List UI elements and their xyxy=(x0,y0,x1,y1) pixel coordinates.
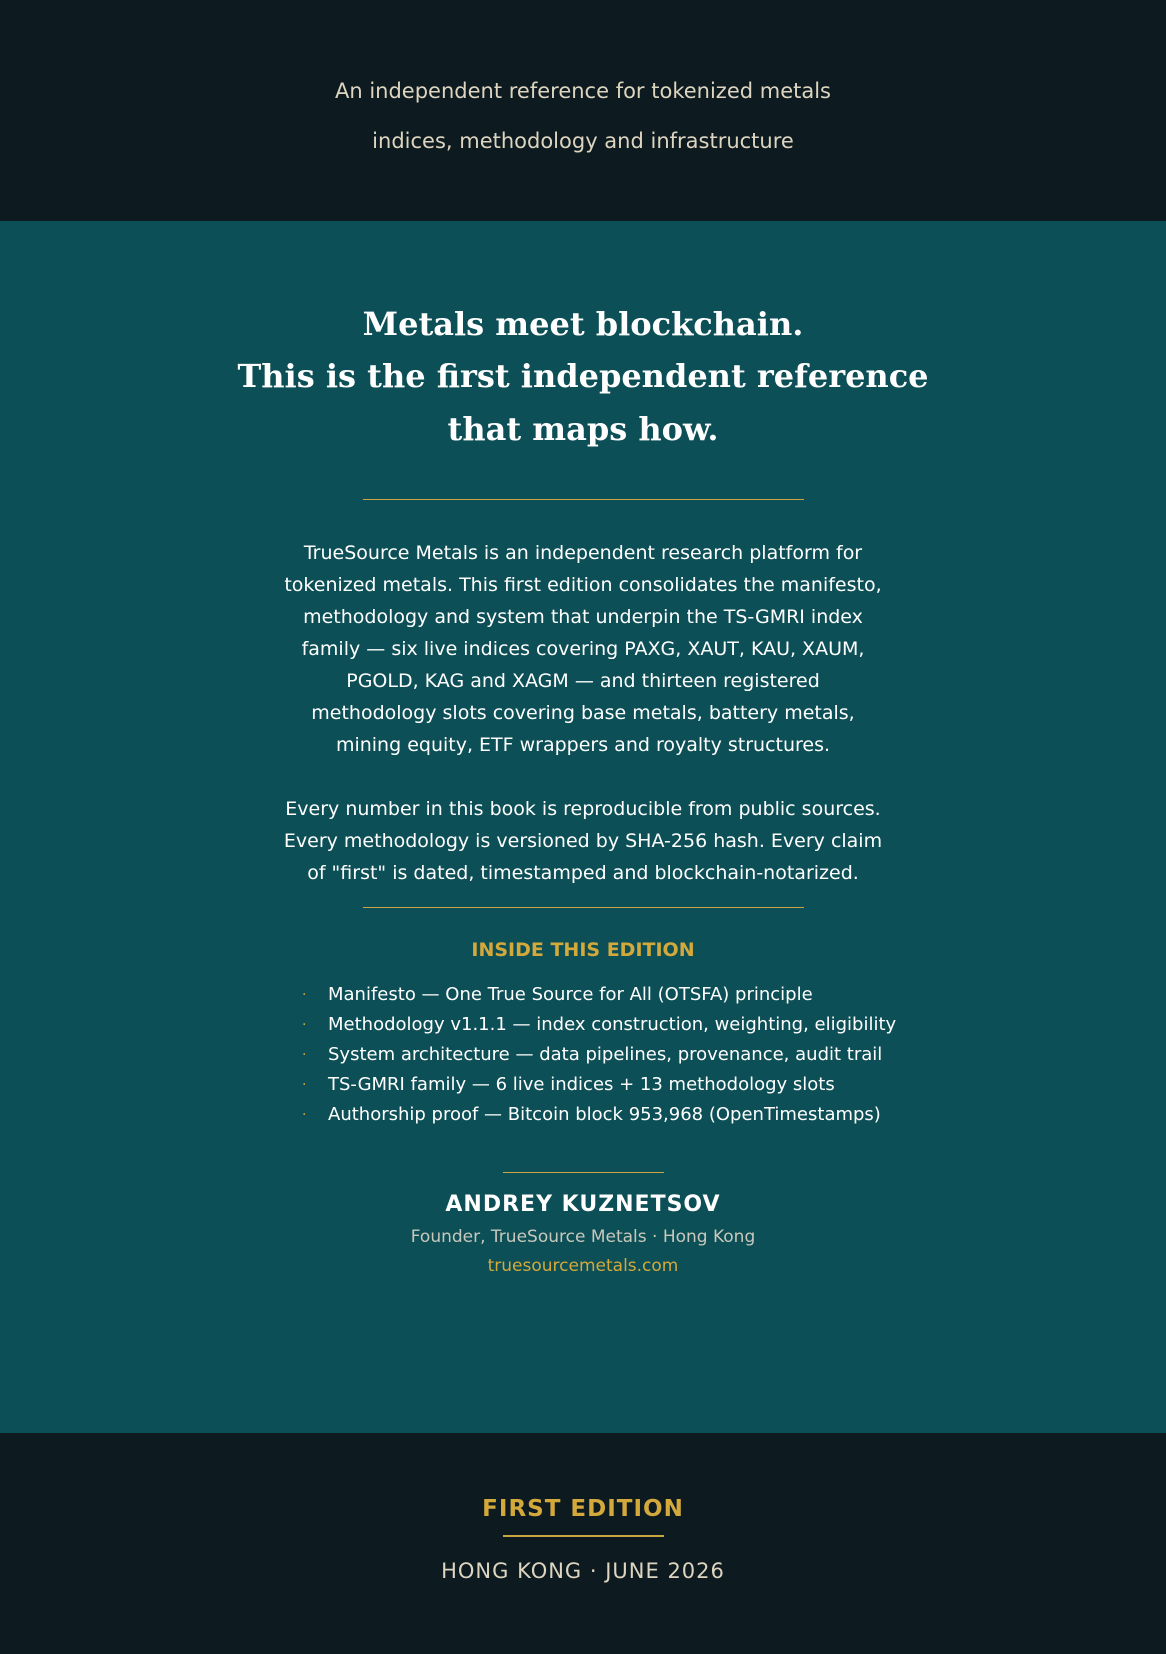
contents-item xyxy=(300,1070,920,1100)
tagline-line-1: An independent reference for tokenized metals xyxy=(334,79,832,103)
divider-rule xyxy=(363,907,804,908)
author-name: ANDREY KUZNETSOV xyxy=(445,1192,721,1217)
place-date-label: HONG KONG · JUNE 2026 xyxy=(441,1559,725,1583)
header-band xyxy=(0,0,1166,221)
bullet-dot-icon: · xyxy=(302,1017,307,1033)
tagline-line-2: indices, methodology and infrastructure xyxy=(372,129,794,153)
contents-item xyxy=(300,1040,920,1070)
contents-item-label: Methodology v1.1.1 — index construction, weighting, eligibility xyxy=(328,1014,897,1035)
contents-heading: INSIDE THIS EDITION xyxy=(471,939,695,961)
bullet-dot-icon: · xyxy=(302,1077,307,1093)
author-website-link[interactable]: truesourcemetals.com xyxy=(487,1256,679,1276)
divider-rule xyxy=(363,499,804,500)
contents-item-label: Authorship proof — Bitcoin block 953,968 (OpenTimestamps) xyxy=(328,1104,881,1125)
contents-item xyxy=(300,980,920,1010)
reproducibility-paragraph: Every number in this book is reproducible from public sources. Every methodology is versioned by SHA-256 hash. Every claim of "first" is dated, timestamped and blockchain-notarized. xyxy=(283,798,883,884)
bullet-dot-icon: · xyxy=(302,987,307,1003)
edition-label: FIRST EDITION xyxy=(482,1496,684,1522)
author-divider xyxy=(503,1172,664,1173)
contents-item xyxy=(300,1100,920,1130)
contents-list xyxy=(300,980,920,1130)
intro-paragraph: TrueSource Metals is an independent research platform for tokenized metals. This first edition consolidates the manifesto, methodology and system that underpin the TS-GMRI index family — six live indices covering PAXG, XAUT, KAU, XAUM, PGOLD, KAG and XAGM — and thirteen registered methodology slots covering base metals, battery metals, mining equity, ETF wrappers and royalty structures. xyxy=(284,542,882,756)
contents-item xyxy=(300,1010,920,1040)
contents-item-label: Manifesto — One True Source for All (OTSFA) principle xyxy=(328,984,813,1005)
headline-line-3: that maps how. xyxy=(447,410,719,448)
edition-underline xyxy=(503,1535,664,1537)
headline-line-2: This is the first independent reference xyxy=(237,357,929,395)
headline-line-1: Metals meet blockchain. xyxy=(362,305,804,343)
contents-item-label: System architecture — data pipelines, provenance, audit trail xyxy=(328,1044,883,1065)
author-role: Founder, TrueSource Metals · Hong Kong xyxy=(410,1227,756,1247)
bullet-dot-icon: · xyxy=(302,1107,307,1123)
bullet-dot-icon: · xyxy=(302,1047,307,1063)
contents-item-label: TS-GMRI family — 6 live indices + 13 methodology slots xyxy=(328,1074,835,1095)
